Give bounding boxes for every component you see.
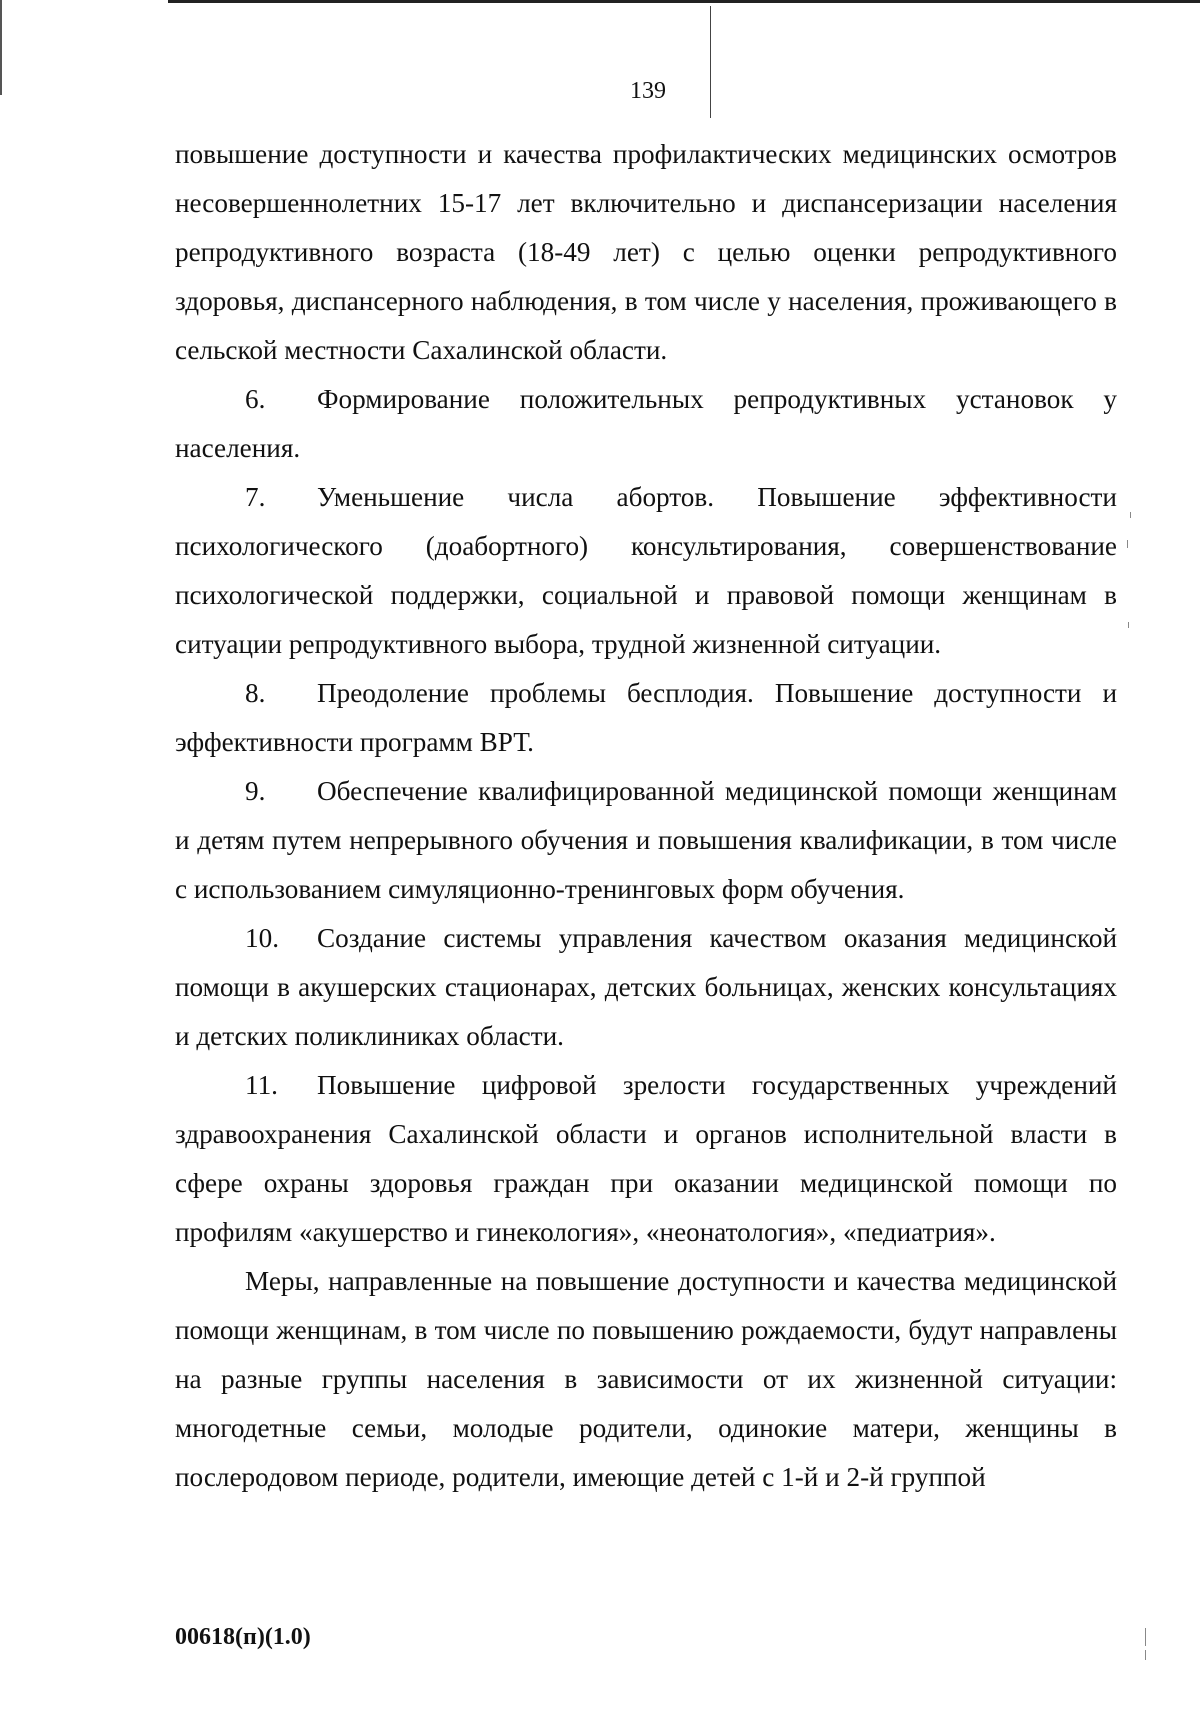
paragraph (175, 473, 1117, 669)
scan-speck (1130, 512, 1131, 518)
page-number: 139 (630, 78, 666, 104)
paragraph (175, 767, 1117, 914)
paragraph-text: Повышение цифровой зрелости государственных учреждений здравоохранения Сахалинской области и органов исполнительной власти в сфере охраны здоровья граждан при оказании медицинской помощи по профилям «акушерство и гинекология», «неонатология», «педиатрия». (175, 1070, 1117, 1247)
list-item-number: 7. (245, 482, 266, 512)
document-code: 00618(п)(1.0) (175, 1624, 311, 1650)
scan-top-edge-line (168, 0, 1200, 3)
paragraph-text: Создание системы управления качеством оказания медицинской помощи в акушерских стационарах, детских больницах, женских консультациях и детских поликлиниках области. (175, 923, 1117, 1051)
paragraph-text: Обеспечение квалифицированной медицинской помощи женщинам и детям путем непрерывного обучения и повышения квалификации, в том числе с использованием симуляционно-тренинговых форм обучения. (175, 776, 1117, 904)
list-item-number: 6. (245, 384, 266, 414)
paragraph (175, 1061, 1117, 1257)
paragraph-text: Формирование положительных репродуктивных установок у населения. (175, 384, 1117, 463)
paragraph (175, 130, 1117, 375)
document-body (175, 130, 1117, 1502)
list-item-number: 11. (245, 1070, 278, 1100)
list-item-number: 9. (245, 776, 266, 806)
scan-speck (1145, 1628, 1146, 1646)
list-item-number: 8. (245, 678, 266, 708)
scan-speck (1127, 540, 1128, 548)
scan-speck (1145, 1650, 1146, 1660)
paragraph (175, 1257, 1117, 1502)
list-item-number: 10. (245, 923, 279, 953)
paragraph (175, 669, 1117, 767)
paragraph (175, 375, 1117, 473)
scan-speck (1128, 622, 1129, 628)
paragraph (175, 914, 1117, 1061)
paragraph-text: повышение доступности и качества профилактических медицинских осмотров несовершеннолетних 15-17 лет включительно и диспансеризации населения репродуктивного возраста (18-49 лет) с целью оценки репродуктивного здоровья, диспансерного наблюдения, в том числе у населения, проживающего в сельской местности Сахалинской области. (175, 139, 1117, 365)
paragraph-text: Преодоление проблемы бесплодия. Повышение доступности и эффективности программ ВРТ. (175, 678, 1117, 757)
paragraph-text: Меры, направленные на повышение доступности и качества медицинской помощи женщинам, в том числе по повышению рождаемости, будут направлены на разные группы населения в зависимости от их жизненной ситуации: многодетные семьи, молодые родители, одинокие матери, женщины в послеродовом периоде, родители, имеющие детей с 1-й и 2-й группой (175, 1266, 1117, 1492)
paragraph-text: Уменьшение числа абортов. Повышение эффективности психологического (доабортного) консультирования, совершенствование психологической поддержки, социальной и правовой помощи женщинам в ситуации репродуктивного выбора, трудной жизненной ситуации. (175, 482, 1117, 659)
